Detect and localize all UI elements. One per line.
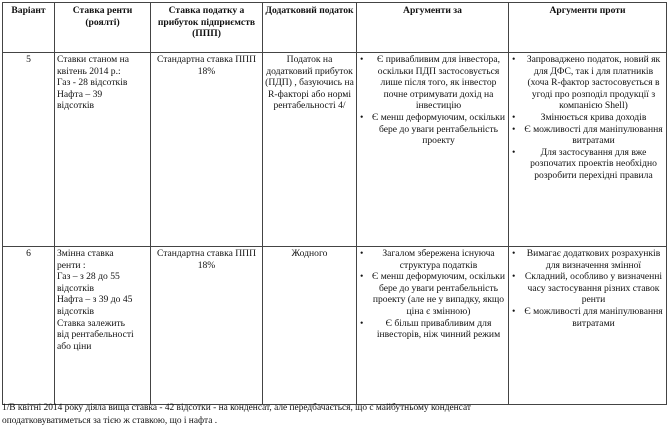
table-row — [3, 53, 667, 247]
profit-tax-cell: Стандартна ставка ППП 18% — [151, 53, 263, 247]
bullet-icon: • — [360, 271, 364, 283]
header-rent-rate: Ставка ренти (роялті) — [55, 3, 151, 53]
rent-line: Газ – з 28 до 55 — [57, 271, 120, 283]
header-additional-tax: Додатковий податок — [263, 3, 357, 53]
list-item: • Загалом збережена існуюча структура податків — [360, 248, 495, 271]
footnote-line: оподатковуватиметься за тією ж ставкою, що і нафта . — [2, 416, 218, 426]
bullet-icon: • — [512, 111, 516, 123]
header-arguments-for: Аргументи за — [357, 3, 509, 53]
bullet-icon: • — [360, 111, 364, 123]
bullet-icon: • — [512, 146, 516, 158]
rent-line: ренти : — [57, 259, 86, 271]
header-profit-tax: Ставка податку а прибуток підприємств (ППП) — [151, 3, 263, 53]
cons-cell — [509, 53, 667, 247]
header-variant: Варіант — [3, 3, 55, 53]
bullet-icon: • — [512, 54, 516, 65]
rent-line: Нафта – з 39 до 45 — [57, 294, 133, 306]
rent-tax-options-table — [2, 2, 667, 405]
bullet-icon: • — [360, 54, 364, 65]
list-item: • Складний, особливо у визначенні часу застосування різних ставок ренти — [512, 271, 663, 306]
bullet-icon: • — [512, 248, 516, 259]
list-item: • Запроваджено податок, новий як для ДФС, так і для платників (хоча R-фактор застосовується в угоді про розподіл продукції з компанією Shell) — [512, 54, 661, 112]
header-arguments-against: Аргументи проти — [509, 3, 667, 53]
list-item: • Є можливості для маніпулювання витратами — [512, 123, 663, 147]
variant-cell: 5 — [3, 53, 55, 247]
profit-tax-cell: Стандартна ставка ППП 18% — [151, 247, 263, 405]
list-item: • Є більш привабливим для інвесторів, ніж чинний режим — [360, 317, 501, 341]
list-item: • Є менш деформуючим, оскільки бере до уваги рентабельність проекту (але не у випадку, якщо ціна є змінною) — [360, 271, 505, 317]
additional-tax-cell: Жодного — [263, 247, 357, 405]
header-row — [3, 3, 667, 53]
table-row — [3, 247, 667, 405]
rent-rate-cell — [55, 53, 151, 247]
variant-cell: 6 — [3, 247, 55, 405]
bullet-icon: • — [512, 305, 516, 317]
list-item: • Вимагає додаткових розрахунків для визначення змінної — [512, 248, 661, 271]
rent-line: Ставка залежить — [57, 317, 126, 329]
footnote — [2, 402, 666, 428]
rent-line: або ціни — [57, 340, 92, 352]
additional-tax-cell: Податок на додатковий прибуток (ПДП) , базуючись на R-факторі або нормі рентабельності 4/ — [263, 53, 357, 247]
list-item: • Змінюється крива доходів — [512, 111, 647, 123]
list-item: • Є привабливим для інвестора, оскільки ПДП застосовується лише після того, як інвестор почне отримувати дохід на інвестицію — [360, 54, 500, 112]
cons-cell — [509, 247, 667, 405]
rent-line: Нафта – 39 — [57, 88, 103, 100]
rent-line: квітень 2014 р.: — [57, 65, 121, 77]
rent-rate-cell — [55, 247, 151, 405]
rent-line: Ставки станом на — [57, 54, 129, 65]
rent-line: Газ - 28 відсотків — [57, 77, 128, 89]
list-item: • Для застосування для вже розпочатих проектів необхідно розробити перехідні правила — [512, 146, 657, 181]
footnote-line: 1/В квітні 2014 року діяла вища ставка - 42 відсотки - на конденсат, але передбачається, що с майбутньому конденсат — [2, 403, 471, 413]
bullet-icon: • — [360, 317, 364, 329]
bullet-icon: • — [360, 248, 364, 259]
rent-line: від рентабельності — [57, 329, 134, 341]
pros-cell — [357, 53, 509, 247]
rent-line: відсотків — [57, 282, 95, 294]
rent-line: Змінна ставка — [57, 248, 114, 259]
rent-line: відсотків — [57, 305, 95, 317]
pros-cell — [357, 247, 509, 405]
bullet-icon: • — [512, 271, 516, 283]
rent-line: відсотків — [57, 100, 95, 112]
list-item: • Є менш деформуючим, оскільки бере до уваги рентабельність проекту — [360, 111, 505, 147]
list-item: • Є можливості для маніпулювання витратами — [512, 305, 663, 329]
bullet-icon: • — [512, 123, 516, 135]
